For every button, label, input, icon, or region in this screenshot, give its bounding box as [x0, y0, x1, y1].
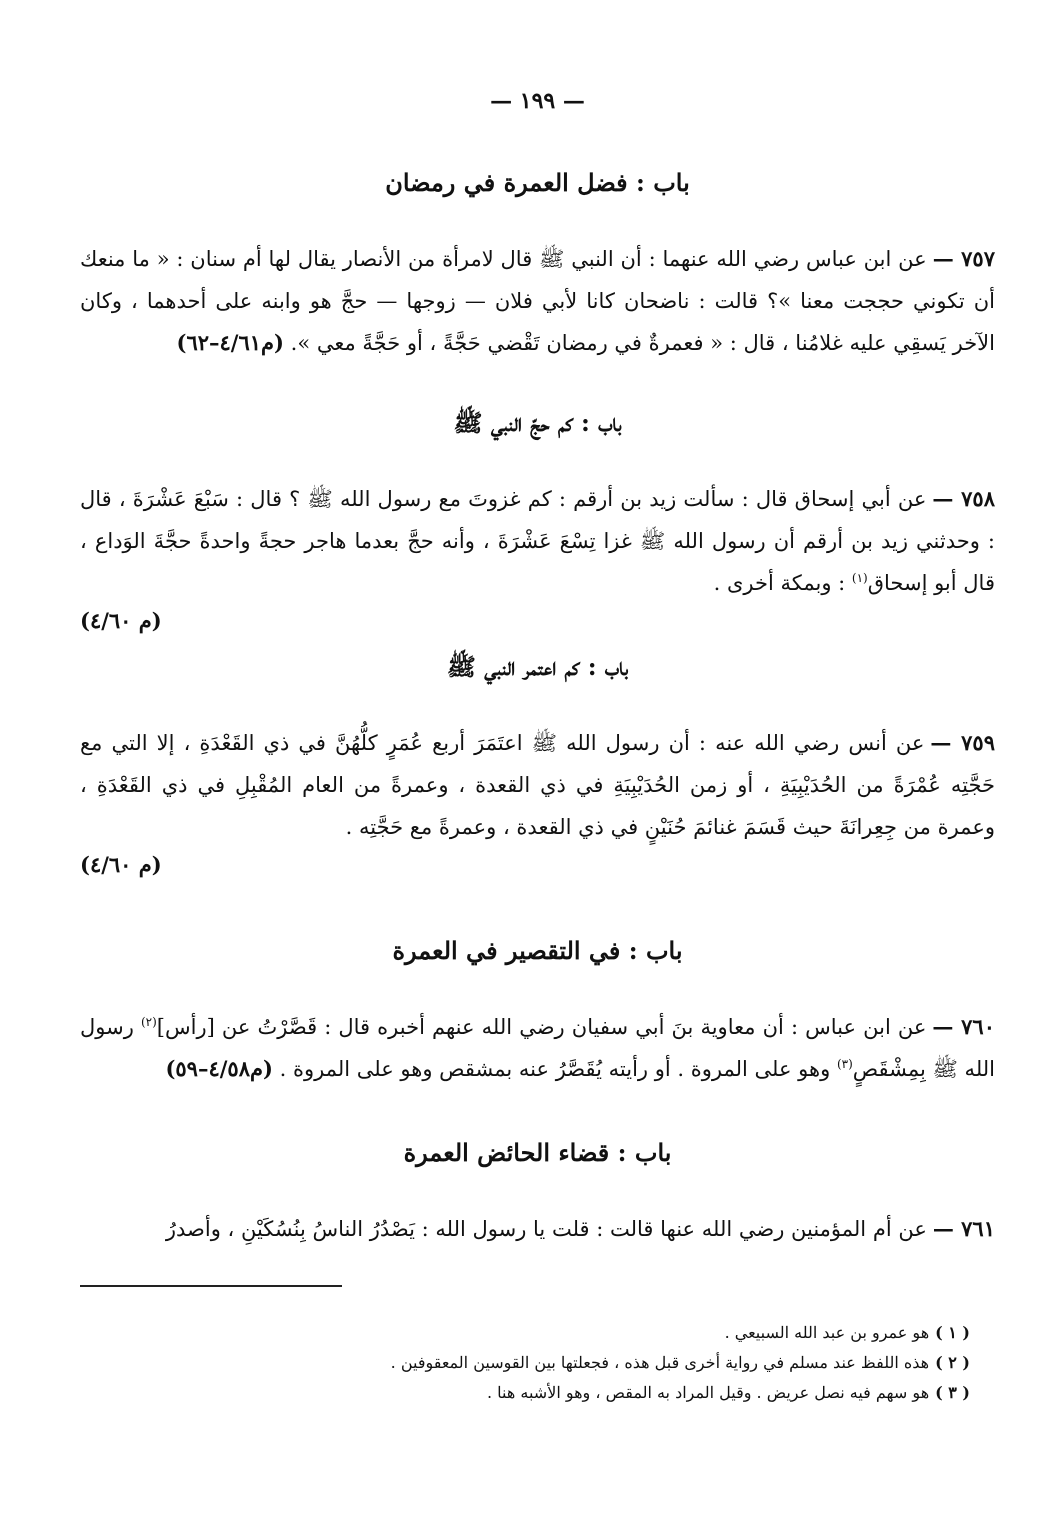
page-number: — ١٩٩ —	[490, 88, 585, 114]
hadith-text: عن أم المؤمنين رضي الله عنها قالت : قلت يا رسول الله : يَصْدُرُ الناسُ بِنُسُكَيْنِ ، وأصدرُ	[165, 1217, 927, 1241]
footnote-1	[80, 1318, 970, 1348]
footnote-3	[80, 1378, 970, 1408]
hadith-reference: (م ٤/٦٠)	[80, 608, 162, 633]
section-heading-760: باب : في التقصير في العمرة	[392, 936, 683, 965]
footnote-text: هذه اللفظ عند مسلم في رواية أخرى قبل هذه ، فجعلتها بين القوسين المعقوفين .	[390, 1353, 930, 1372]
section-heading-759: باب : كم اعتمر النبي ﷺ	[446, 652, 629, 681]
hadith-number: ٧٦١ —	[932, 1216, 995, 1241]
section-heading-761: باب : قضاء الحائض العمرة	[403, 1138, 672, 1167]
hadith-number: ٧٥٩ —	[930, 730, 995, 755]
section-heading-758: باب : كم حجّ النبي ﷺ	[453, 408, 622, 437]
footnote-mark: ( ٣ )	[935, 1383, 970, 1402]
hadith-reference: (م ٤/٦٠)	[80, 852, 162, 877]
footnotes	[80, 1318, 970, 1408]
hadith-number: ٧٥٨ —	[932, 486, 995, 511]
footnote-text: هو سهم فيه نصل عريض . وقيل المراد به المقص ، وهو الأشبه هنا .	[486, 1383, 930, 1402]
hadith-text-end: وهو على المروة . أو رأيته يُقَصَّرُ عنه بمشقص وهو على المروة .	[279, 1057, 831, 1081]
footnote-mark: ( ٢ )	[935, 1353, 970, 1372]
footnote-mark: ( ١ )	[935, 1323, 970, 1342]
hadith-reference: (م٤/٥٨–٥٩)	[165, 1056, 273, 1081]
hadith-761	[80, 1208, 995, 1250]
footnote-mark-1[interactable]: (١)	[851, 571, 868, 585]
hadith-text: عن ابن عباس : أن معاوية بنَ أبي سفيان رضي الله عنهم أخبره قال : قَصَّرْتُ عن [رأس]	[156, 1015, 927, 1039]
footnote-2	[80, 1348, 970, 1378]
hadith-758	[80, 478, 995, 642]
hadith-text: عن أنس رضي الله عنه : أن رسول الله ﷺ اعتَمَرَ أربع عُمَرٍ كلُّهُنَّ في ذي القَعْدَةِ ، إلا التي مع حَجَّتِه عُمْرَةً من الحُدَيْبِيَةِ ، أو زمن الحُدَيْبِيَةِ في ذي القعدة ، وعمرةً من العام المُقْبِلِ في ذي القَعْدَةِ ، وعمرة من جِعِرانَةَ حيث قَسَمَ غنائمَ حُنَيْنٍ في ذي القعدة ، وعمرةً مع حَجَّتِه .	[80, 731, 995, 839]
hadith-number: ٧٦٠ —	[932, 1014, 995, 1039]
footnote-divider	[80, 1285, 342, 1287]
hadith-text-mid: رسول الله ﷺ بِمِشْقَصٍ	[80, 1015, 995, 1081]
footnote-mark-3[interactable]: (٣)	[836, 1057, 853, 1071]
hadith-757	[80, 238, 995, 364]
hadith-760	[80, 1006, 995, 1090]
hadith-reference: (م٤/٦١–٦٢)	[176, 330, 284, 355]
hadith-text-end: : وبمكة أخرى .	[713, 571, 846, 595]
page	[80, 0, 995, 1535]
hadith-number: ٧٥٧ —	[932, 246, 995, 271]
footnote-mark-2[interactable]: (٢)	[140, 1015, 157, 1029]
section-heading-757: باب : فضل العمرة في رمضان	[385, 168, 690, 197]
hadith-text: عن أبي إسحاق قال : سألت زيد بن أرقم : كم غزوتَ مع رسول الله ﷺ ؟ قال : سَبْعَ عَشْرَةَ ، قال : وحدثني زيد بن أرقم أن رسول الله ﷺ غزا تِسْعَ عَشْرَةَ ، وأنه حجَّ بعدما هاجر حجةً واحدةً حجَّةَ الوَداع ، قال أبو إسحاق	[80, 487, 995, 595]
hadith-759	[80, 722, 995, 886]
footnote-text: هو عمرو بن عبد الله السبيعي .	[724, 1323, 930, 1342]
hadith-text: عن ابن عباس رضي الله عنهما : أن النبي ﷺ قال لامرأة من الأنصار يقال لها أم سنان : « ما منعك أن تكوني حججت معنا »؟ قالت : ناضحان كانا لأبي فلان — زوجها — حجَّ هو وابنه على أحدهما ، وكان الآخر يَسقِي عليه غلامُنا ، قال : « فعمرةٌ في رمضان تَقْضي حَجَّةً ، أو حَجَّةً معي ».	[80, 247, 995, 355]
